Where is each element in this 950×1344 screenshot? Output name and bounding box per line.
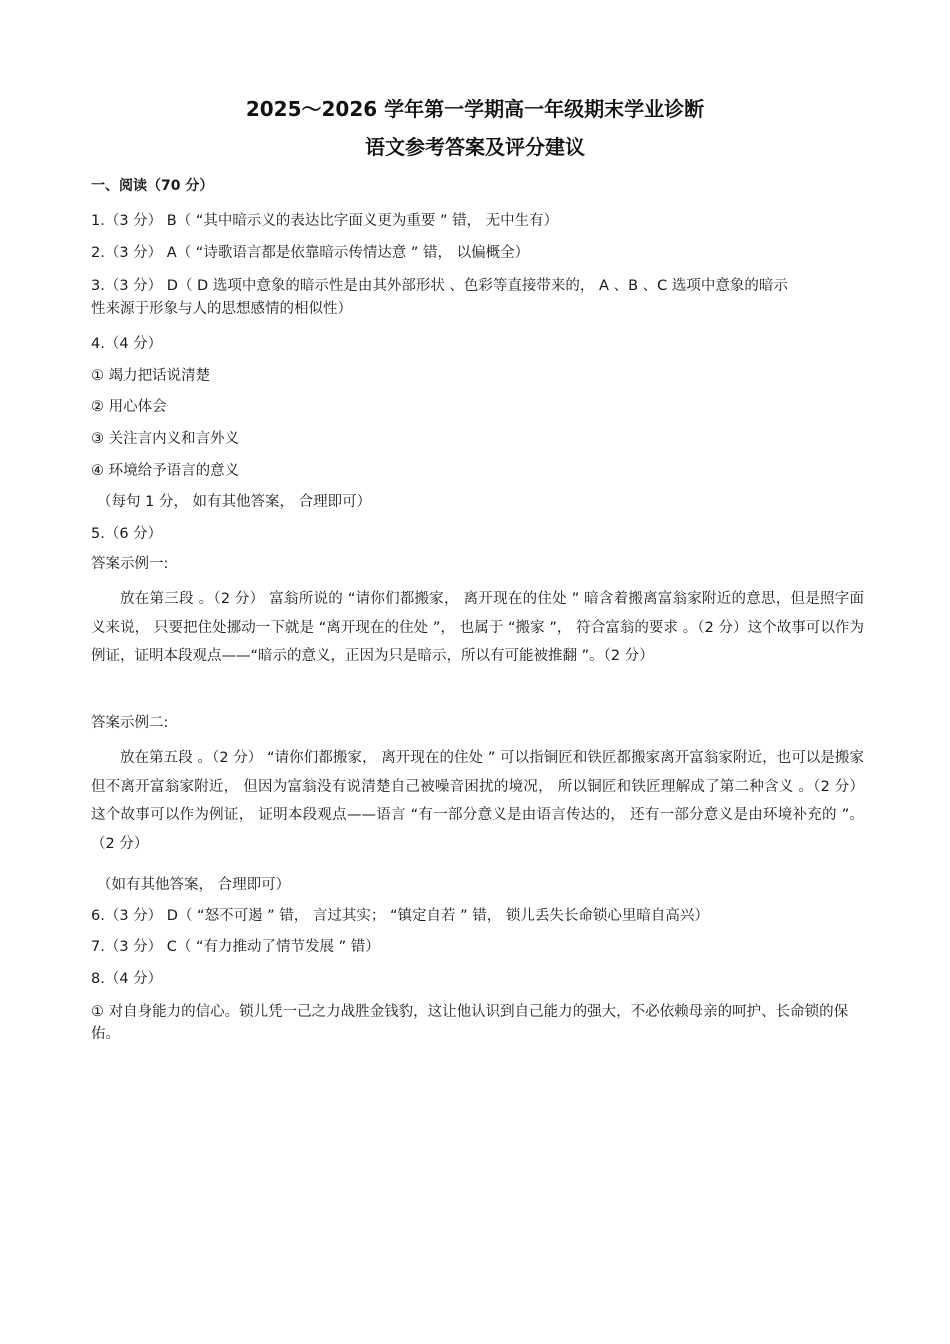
- example2-label: 答案示例二:: [91, 715, 169, 731]
- q5-scoring-note: （如有其他答案， 合理即可）: [97, 877, 291, 893]
- document-title: 2025～2026 学年第一学期高一年级期末学业诊断: [245, 97, 705, 121]
- answer-q6: 6.（3 分） D（ “怒不可遏 ” 错， 言过其实； “镇定自若 ” 错， 锁儿丢失长命锁心里暗自高兴）: [91, 908, 709, 924]
- section-heading-reading: 一、阅读（70 分）: [91, 178, 214, 194]
- q4-point-1: ① 竭力把话说清楚: [91, 368, 211, 384]
- answer-q3-line2: 性来源于形象与人的思想感情的相似性）: [91, 301, 352, 317]
- q4-scoring-note: （每句 1 分， 如有其他答案， 合理即可）: [97, 494, 372, 510]
- q4-point-2: ② 用心体会: [91, 399, 167, 415]
- example1-paragraph: 放在第三段 。（2 分） 富翁所说的 “请你们都搬家， 离开现在的住处 ” 暗含着搬离富翁家附近的意思，但是照字面义来说， 只要把住处挪动一下就是 “离开现在的住处 ”， 也属于 “搬家 ”， 符合富翁的要求 。（2 分）这个故事可以作为例证，证明本段观点——“暗示的意义，正因为只是暗示，所以有可能被推翻 ”。（2 分）: [91, 591, 864, 664]
- answer-q7: 7.（3 分） C（ “有力推动了情节发展 ” 错）: [91, 939, 380, 955]
- answer-q1: 1.（3 分） B（ “其中暗示义的表达比字面义更为重要 ” 错， 无中生有）: [91, 213, 559, 229]
- answer-q4: 4.（4 分）: [91, 336, 163, 352]
- answer-q3-line1: 3.（3 分） D（ D 选项中意象的暗示性是由其外部形状 、色彩等直接带来的， A 、B 、C 选项中意象的暗示: [91, 278, 788, 294]
- answer-q5: 5.（6 分）: [91, 526, 163, 542]
- q8-point-1: ① 对自身能力的信心。锁儿凭一己之力战胜金钱豹，这让他认识到自己能力的强大，不必依赖母亲的呵护、长命锁的保佑。: [91, 1004, 849, 1042]
- q4-point-4: ④ 环境给予语言的意义: [91, 463, 240, 479]
- example1-label: 答案示例一:: [91, 556, 169, 572]
- answer-q2: 2.（3 分） A（ “诗歌语言都是依靠暗示传情达意 ” 错， 以偏概全）: [91, 245, 530, 261]
- document-subtitle: 语文参考答案及评分建议: [365, 135, 585, 159]
- answer-q8: 8.（4 分）: [91, 971, 163, 987]
- example2-paragraph: 放在第五段 。（2 分） “请你们都搬家， 离开现在的住处 ” 可以指铜匠和铁匠都搬家离开富翁家附近，也可以是搬家但不离开富翁家附近， 但因为富翁没有说清楚自己被噪音困扰的境况， 所以铜匠和铁匠理解成了第二种含义 。（2 分） 这个故事可以作为例证， 证明本段观点——语言 “有一部分意义是由语言传达的， 还有一部分意义是由环境补充的 ”。（2 分）: [91, 750, 864, 852]
- q4-point-3: ③ 关注言内义和言外义: [91, 431, 240, 447]
